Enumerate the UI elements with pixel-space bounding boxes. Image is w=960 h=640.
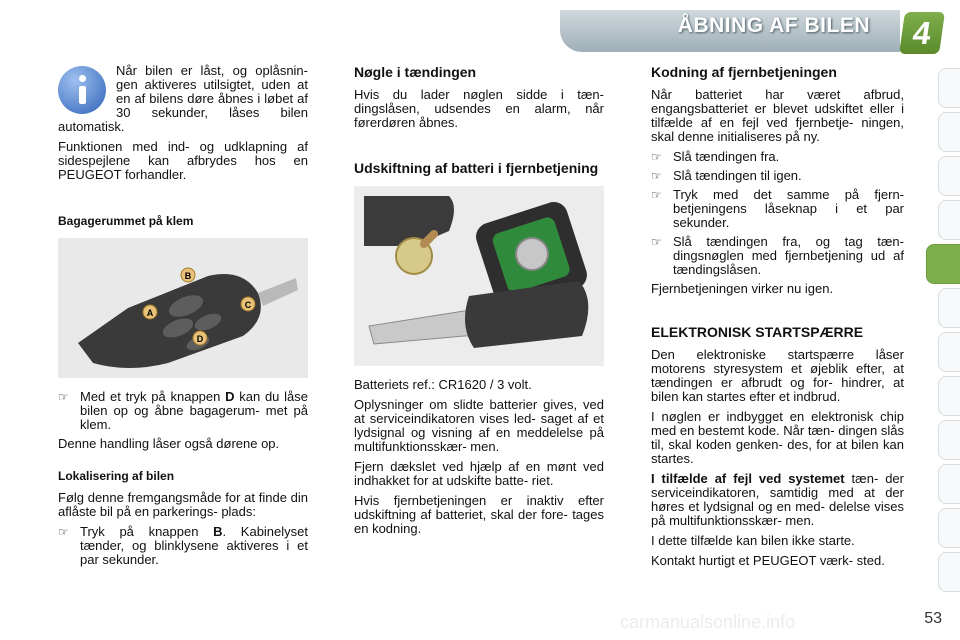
key-label-b: B (184, 271, 192, 281)
coding-step (651, 188, 904, 230)
bullet-locate-post: . Kabinelyset tænder, og blinklysene aktiveres i et par sekunder. (80, 524, 308, 567)
bullet-trunk-text (80, 390, 308, 432)
chapter-tab-6[interactable] (938, 288, 960, 328)
key-label-a: A (146, 308, 154, 318)
column-left (58, 64, 308, 572)
watermark: carmanualsonline.info (620, 612, 796, 632)
locate-paragraph: Følg denne fremgangsmåde for at finde din aflåste bil på en parkerings- plads: (58, 490, 308, 519)
mirror-paragraph: Funktionen med ind- og udklapning af sidespejlene kan afbrydes hos en PEUGEOT forhandler. (58, 139, 308, 182)
coding-step-text: Slå tændingen fra. (673, 149, 780, 164)
trunk-heading: Bagagerummet på klem (58, 214, 194, 228)
pointing-hand-icon: ☞ (651, 235, 662, 249)
bullet-locate-text (80, 525, 308, 567)
chapter-tab-5-active[interactable] (926, 244, 960, 284)
immobilizer-paragraph-3 (651, 472, 904, 528)
pointing-hand-icon: ☞ (58, 525, 69, 539)
bullet-locate-key: B (213, 524, 223, 539)
bullet-trunk-post: kan du låse bilen op og åbne bagagerum- met på klem. (80, 389, 308, 432)
locate-heading: Lokalisering af bilen (58, 469, 175, 483)
chapter-tab-4[interactable] (938, 200, 960, 240)
battery-illustration (354, 186, 604, 366)
coding-step (651, 235, 904, 277)
info-icon (58, 66, 106, 114)
battery-coding-paragraph: Hvis fjernbetjeningen er inaktiv efter udskiftning af batteriet, skal der fore- tages en kodning. (354, 493, 604, 536)
chapter-tab-12[interactable] (938, 552, 960, 592)
coding-paragraph: Når batteriet har været afbrud, engangsbatteriet er blevet udskiftet eller i tilfælde af en fejl ved fjernbetje- ningen, skal denne initialiseres på ny. (651, 87, 904, 144)
immobilizer-paragraph-2: I nøglen er indbygget en elektronisk chip med en bestemt kode. Når tæn- dingen slås til, skal koden genken- des, for at bilen kan startes. (651, 409, 904, 466)
coding-heading: Kodning af fjernbetjeningen (651, 64, 837, 80)
chapter-tab-1[interactable] (938, 68, 960, 108)
key-label-c: C (244, 300, 252, 310)
bullet-trunk-pre: Med et tryk på knappen (80, 389, 226, 404)
chapter-tab-2[interactable] (938, 112, 960, 152)
immobilizer-paragraph-5: Kontakt hurtigt et PEUGEOT værk- sted. (651, 553, 885, 568)
immobilizer-paragraph-1: Den elektroniske startspærre låser motorens styresystem et øjeblik efter, at tændingen er afbrudt og for- hindrer, at bilen kan startes efter et indbrud. (651, 347, 904, 404)
bullet-trunk-key: D (225, 389, 235, 404)
pointing-hand-icon: ☞ (651, 169, 662, 183)
column-middle (354, 64, 604, 542)
immobilizer-fault-bold: I tilfælde af fejl ved systemet (651, 471, 845, 486)
battery-replace-paragraph: Fjern dækslet ved hjælp af en mønt ved indhakket for at udskifte batte- riet. (354, 459, 604, 488)
page-number: 53 (924, 610, 942, 627)
battery-image (354, 186, 604, 366)
key-ignition-paragraph: Hvis du lader nøglen sidde i tæn- dingslåsen, udsendes en alarm, når førerdøren åbnes. (354, 87, 604, 130)
page-title: ÅBNING AF BILEN (677, 14, 870, 37)
bullet-locate (58, 525, 308, 567)
chapter-tabs (938, 68, 960, 596)
chapter-tab-3[interactable] (938, 156, 960, 196)
immobilizer-heading: ELEKTRONISK STARTSPÆRRE (651, 324, 864, 340)
doors-paragraph: Denne handling låser også dørene op. (58, 436, 280, 451)
coding-step-text: Slå tændingen til igen. (673, 168, 802, 183)
immobilizer-paragraph-4: I dette tilfælde kan bilen ikke starte. (651, 533, 855, 548)
coding-result: Fjernbetjeningen virker nu igen. (651, 281, 834, 296)
info-text: Når bilen er låst, og oplåsnin- gen aktiveres utilsigtet, uden at en af bilens døre åbnes i løbet af 30 sekunder, låses bilen automatisk. (58, 63, 308, 134)
chapter-badge: 4 (899, 12, 945, 54)
key-fob-image (58, 238, 308, 378)
bullet-locate-pre: Tryk på knappen (80, 524, 214, 539)
coding-step (651, 169, 904, 183)
chapter-tab-10[interactable] (938, 464, 960, 504)
battery-heading: Udskiftning af batteri i fjernbetjening (354, 160, 599, 176)
chapter-tab-11[interactable] (938, 508, 960, 548)
key-fob-illustration (58, 238, 308, 378)
chapter-tab-8[interactable] (938, 376, 960, 416)
key-label-d: D (196, 334, 204, 344)
coding-step (651, 150, 904, 164)
pointing-hand-icon: ☞ (651, 150, 662, 164)
bullet-trunk (58, 390, 308, 432)
pointing-hand-icon: ☞ (651, 188, 662, 202)
battery-worn-paragraph: Oplysninger om slidte batterier gives, ved at serviceindikatoren vises led- saget af et lydsignal og visning af en meddelelse på multifunktionsskær- men. (354, 397, 604, 454)
pointing-hand-icon: ☞ (58, 390, 69, 404)
battery-ref: Batteriets ref.: CR1620 / 3 volt. (354, 377, 532, 392)
column-right (651, 64, 904, 574)
immobilizer-fault-rest: tæn- der serviceindikatoren, samtidig med at der høres et lydsignal og en med- delelse vises på multifunktionsskær- men. (651, 471, 904, 528)
chapter-tab-7[interactable] (938, 332, 960, 372)
key-ignition-heading: Nøgle i tændingen (354, 64, 477, 80)
coding-step-text: Slå tændingen fra, og tag tæn- dingsnøglen med fjernbetjening ud af tændingslåsen. (673, 234, 904, 277)
coding-step-text: Tryk med det samme på fjern- betjeningens låseknap i et par sekunder. (673, 187, 904, 230)
chapter-tab-9[interactable] (938, 420, 960, 460)
